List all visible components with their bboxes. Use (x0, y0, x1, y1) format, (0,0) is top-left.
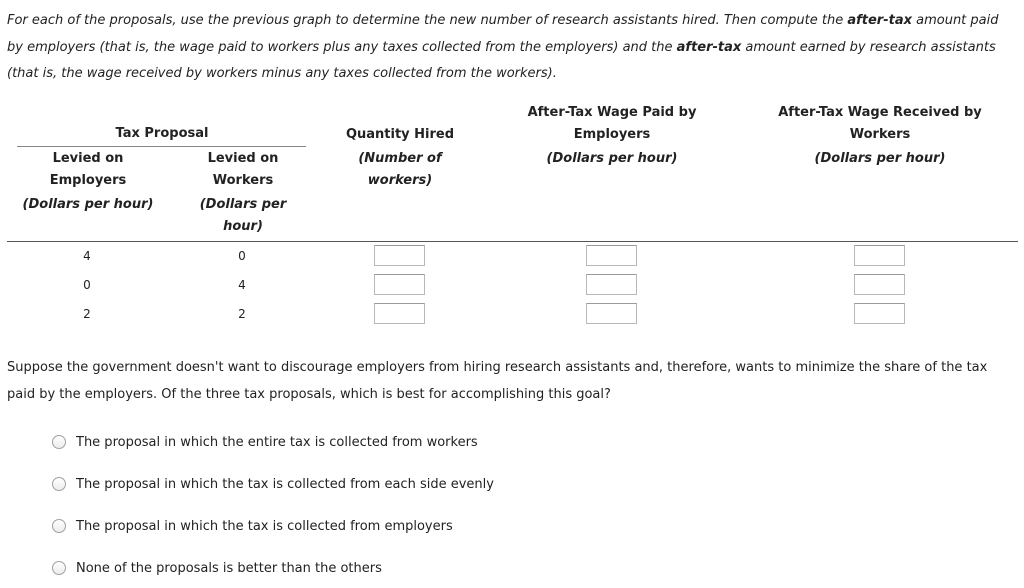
quantity-input[interactable] (374, 274, 425, 295)
option-none[interactable] (52, 559, 382, 577)
wage-paid-input[interactable] (586, 303, 637, 324)
employer-tax-value: 4 (83, 249, 91, 263)
quantity-input[interactable] (374, 245, 425, 266)
wage-paid-input[interactable] (586, 274, 637, 295)
subheader-rule (17, 146, 306, 147)
radio-button[interactable] (52, 561, 66, 575)
employer-tax-value: 2 (83, 307, 91, 321)
header-tax-proposal: Tax Proposal (115, 126, 209, 141)
radio-button[interactable] (52, 519, 66, 533)
wage-received-input[interactable] (854, 303, 905, 324)
wage-paid-input[interactable] (586, 245, 637, 266)
option-employers[interactable] (52, 517, 453, 535)
question-text: Suppose the government doesn't want to discourage employers from hiring research assistants and, therefore, wants to minimize the share of the tax paid by the employers. Of the three tax proposals, which is best for accomplishing this goal? (7, 360, 988, 402)
worker-tax-value: 2 (238, 307, 246, 321)
radio-button[interactable] (52, 477, 66, 491)
header-quantity-hired: Quantity Hired (Number of workers) (345, 127, 455, 188)
option-label: The proposal in which the entire tax is collected from workers (76, 434, 478, 450)
instructions-text: For each of the proposals, use the previous graph to determine the new number of research assistants hired. Then compute the after-tax amount paid by employers (that is, the wage paid to workers plus any taxes collected from the employers) and the after-tax amount earned by research assistants (that is, the wage received by workers minus any taxes collected from the workers). (7, 13, 999, 81)
wage-received-input[interactable] (854, 245, 905, 266)
option-label: The proposal in which the tax is collected from each side evenly (76, 476, 494, 492)
wage-received-input[interactable] (854, 274, 905, 295)
employer-tax-value: 0 (83, 278, 91, 292)
header-after-tax-received: After-Tax Wage Received by Workers (Dollars per hour) (778, 105, 982, 166)
header-levied-workers: Levied on Workers (Dollars per hour) (199, 151, 287, 234)
option-label: None of the proposals is better than the others (76, 560, 382, 576)
table-header-rule (7, 241, 1018, 242)
option-even[interactable] (52, 475, 494, 493)
header-levied-employers: Levied on Employers (Dollars per hour) (22, 151, 154, 212)
worker-tax-value: 4 (238, 278, 246, 292)
radio-button[interactable] (52, 435, 66, 449)
header-after-tax-paid: After-Tax Wage Paid by Employers (Dollars per hour) (527, 105, 697, 166)
worker-tax-value: 0 (238, 249, 246, 263)
option-label: The proposal in which the tax is collected from employers (76, 518, 453, 534)
option-workers[interactable] (52, 433, 478, 451)
quantity-input[interactable] (374, 303, 425, 324)
